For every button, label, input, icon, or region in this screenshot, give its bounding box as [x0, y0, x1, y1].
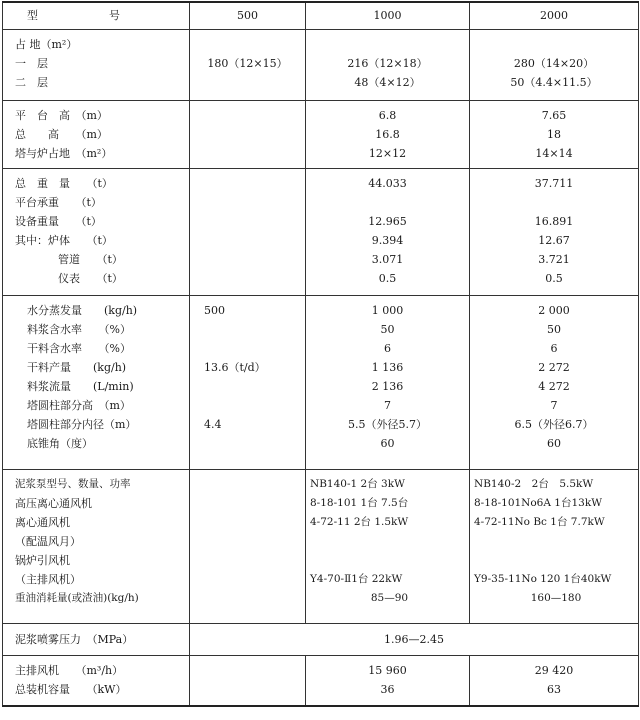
area-1000-v1: 216（12×18）	[347, 57, 428, 70]
weight-1000-v2: 12.965	[368, 215, 407, 228]
process-label-slurry-moisture: 料浆含水率 （%）	[27, 323, 131, 336]
weight-label-total: 总 重 量 （t）	[15, 177, 113, 190]
area-500	[190, 30, 306, 101]
process-2000-v3: 2 272	[538, 361, 570, 374]
weight-2000-v1	[470, 193, 638, 212]
height-label-total: 总 高 （m）	[15, 128, 108, 141]
equipment-1000	[306, 470, 470, 624]
area-2000	[470, 30, 639, 101]
equipment-500-v0	[190, 475, 305, 494]
process-label-evaporation: 水分蒸发量 (kg/h)	[27, 304, 138, 317]
pressure-value: 1.96—2.45	[384, 633, 444, 646]
process-1000-v1: 50	[380, 323, 395, 336]
process-group	[3, 296, 639, 470]
fan-label-capacity: 总装机容量 （kW）	[15, 683, 127, 696]
process-2000	[470, 296, 639, 470]
process-500-v7	[204, 434, 305, 453]
area-1000-v0	[306, 35, 469, 54]
equipment-label-fan-note: （配温风月）	[15, 535, 81, 548]
area-2000-v2: 50（4.4×11.5）	[510, 76, 598, 89]
process-2000-v2: 6	[550, 342, 558, 355]
height-group	[3, 101, 639, 169]
equipment-500-v6	[190, 589, 305, 608]
weight-2000-v4: 3.721	[538, 253, 570, 266]
equipment-label-fan: 离心通风机	[15, 516, 70, 529]
pressure-label: 泥浆喷雾压力 （MPa）	[15, 633, 134, 646]
process-500-v0: 500	[204, 304, 225, 317]
equipment-group	[3, 470, 639, 624]
fan-2000-v0: 29 420	[534, 664, 574, 677]
height-500-v2	[190, 144, 305, 163]
equipment-1000-v4	[310, 551, 469, 570]
weight-2000	[470, 169, 639, 296]
header-2000-text: 2000	[540, 9, 568, 22]
weight-group	[3, 169, 639, 296]
equipment-500-v1	[190, 494, 305, 513]
process-1000	[306, 296, 470, 470]
height-label-footprint: 塔与炉占地 （m²）	[15, 147, 113, 160]
equipment-label-pump: 泥浆泵型号、数量、功率	[15, 478, 131, 490]
weight-label-platform: 平台承重 （t）	[15, 196, 102, 209]
weight-label-instruments: 仪表 （t）	[58, 272, 123, 285]
weight-2000-v2: 16.891	[534, 215, 574, 228]
equipment-label-boiler-fan: 锅炉引风机	[15, 554, 70, 567]
process-2000-v0: 2 000	[538, 304, 570, 317]
equipment-1000-v6: 85—90	[370, 592, 409, 604]
height-2000-v0: 7.65	[541, 109, 567, 122]
fan-label-main: 主排风机 （m³/h）	[15, 664, 124, 677]
weight-500-v2	[190, 212, 305, 231]
pressure-row	[3, 624, 639, 656]
height-2000-v1: 18	[547, 128, 561, 141]
fan-1000	[306, 656, 470, 706]
equipment-500-v4	[190, 551, 305, 570]
fan-500-v1	[190, 680, 305, 699]
area-label-floor2: 二 层	[15, 76, 48, 89]
equipment-labels	[3, 470, 190, 624]
equipment-2000-v4	[474, 551, 638, 570]
process-1000-v5: 7	[384, 399, 391, 412]
weight-1000-v0: 44.033	[368, 177, 407, 190]
area-label-total: 占 地（m²）	[15, 38, 78, 51]
height-2000	[470, 101, 639, 169]
equipment-label-hp-fan: 高压离心通风机	[15, 497, 92, 510]
fan-1000-v1: 36	[380, 683, 395, 696]
equipment-500-v2	[190, 513, 305, 532]
header-500-text: 500	[237, 9, 258, 22]
weight-2000-v5: 0.5	[545, 272, 563, 285]
weight-500-v1	[190, 193, 305, 212]
process-500-v6: 4.4	[204, 418, 222, 431]
header-model-cell	[3, 2, 190, 30]
process-1000-v3: 1 136	[371, 361, 404, 374]
equipment-2000-v3	[474, 532, 638, 551]
weight-500-v4	[190, 250, 305, 269]
process-label-cyl-diameter: 塔圆柱部分内径（m）	[27, 418, 137, 431]
height-1000-v1: 16.8	[375, 128, 400, 141]
process-500-v5	[204, 396, 305, 415]
fan-500-v0	[190, 661, 305, 680]
equipment-label-oil: 重油消耗量(或渣油)(kg/h)	[15, 592, 139, 604]
fan-1000-v0: 15 960	[368, 664, 407, 677]
area-2000-v0	[470, 35, 638, 54]
equipment-2000	[470, 470, 639, 624]
process-1000-v2: 6	[384, 342, 391, 355]
height-500-v1	[190, 125, 305, 144]
table-header-row	[3, 2, 639, 30]
equipment-label-main-fan-note: （主排风机）	[15, 573, 81, 586]
weight-500-v0	[190, 174, 305, 193]
equipment-2000-v5: Y9-35-11No 120 1台40kW	[474, 573, 612, 585]
process-2000-v4: 4 272	[538, 380, 570, 393]
height-1000-v2: 12×12	[368, 147, 407, 160]
pressure-label-cell	[3, 624, 190, 656]
fan-2000-v1: 63	[547, 683, 561, 696]
area-500-v0	[190, 35, 305, 54]
process-label-dry-output: 干料产量 (kg/h)	[27, 361, 127, 374]
fan-group	[3, 656, 639, 706]
process-label-cyl-height: 塔圆柱部分高 （m）	[27, 399, 131, 412]
process-2000-v1: 50	[547, 323, 561, 336]
equipment-2000-v1: 8-18-101No6A 1台13kW	[474, 497, 602, 509]
height-1000	[306, 101, 470, 169]
weight-1000-v3: 9.394	[371, 234, 404, 247]
process-label-cone-angle: 底锥角（度）	[27, 437, 93, 450]
fan-500	[190, 656, 306, 706]
equipment-1000-v2: 4-72-11 2台 1.5kW	[310, 516, 409, 528]
weight-1000-v5: 0.5	[378, 272, 397, 285]
weight-500-v3	[190, 231, 305, 250]
header-model-char1: 型	[27, 9, 38, 22]
process-1000-v0: 1 000	[371, 304, 404, 317]
equipment-2000-v0: NB140-2 2台 5.5kW	[474, 478, 594, 490]
process-1000-v7: 60	[380, 437, 395, 450]
area-labels	[3, 30, 190, 101]
weight-labels	[3, 169, 190, 296]
process-500-v2	[204, 339, 305, 358]
process-1000-v4: 2 136	[371, 380, 404, 393]
header-model-char2: 号	[109, 9, 120, 22]
equipment-1000-v3	[310, 532, 469, 551]
area-500-v1: 180（12×15）	[207, 57, 288, 70]
equipment-500	[190, 470, 306, 624]
process-label-slurry-flow: 料浆流量 (L/min)	[27, 380, 134, 393]
height-2000-v2: 14×14	[535, 147, 573, 160]
process-2000-v5: 7	[550, 399, 558, 412]
process-labels	[3, 296, 190, 470]
equipment-1000-v0: NB140-1 2台 3kW	[310, 478, 405, 490]
height-1000-v0: 6.8	[378, 109, 397, 122]
equipment-2000-v6: 160—180	[530, 592, 582, 604]
fan-labels	[3, 656, 190, 706]
weight-label-pipes: 管道 （t）	[58, 253, 123, 266]
area-1000	[306, 30, 470, 101]
process-500	[190, 296, 306, 470]
height-500	[190, 101, 306, 169]
pressure-value-cell	[190, 624, 639, 656]
area-500-v2	[190, 73, 305, 92]
height-500-v0	[190, 106, 305, 125]
process-1000-v6: 5.5（外径5.7）	[348, 418, 427, 431]
header-1000	[306, 2, 470, 30]
process-2000-v7: 60	[547, 437, 561, 450]
equipment-500-v3	[190, 532, 305, 551]
weight-label-furnace: 其中：炉体 （t）	[15, 234, 113, 247]
height-label-platform: 平 台 高 （m）	[15, 109, 108, 122]
weight-500	[190, 169, 306, 296]
process-label-dry-moisture: 干料含水率 （%）	[27, 342, 131, 355]
process-500-v3: 13.6（t/d）	[204, 361, 266, 374]
weight-2000-v3: 12.67	[538, 234, 570, 247]
area-1000-v2: 48（4×12）	[354, 76, 421, 89]
equipment-1000-v5: Y4-70-Ⅱ1台 22kW	[310, 573, 403, 585]
equipment-500-v5	[190, 570, 305, 589]
process-2000-v6: 6.5（外径6.7）	[514, 418, 594, 431]
spray-dryer-spec-table	[2, 1, 639, 707]
process-500-v1	[204, 320, 305, 339]
header-2000	[470, 2, 639, 30]
area-2000-v1: 280（14×20）	[513, 57, 595, 70]
equipment-1000-v1: 8-18-101 1台 7.5台	[310, 497, 409, 509]
header-500	[190, 2, 306, 30]
header-1000-text: 1000	[373, 9, 402, 22]
weight-2000-v0: 37.711	[534, 177, 574, 190]
equipment-2000-v2: 4-72-11No Bc 1台 7.7kW	[474, 516, 605, 528]
weight-1000-v4: 3.071	[371, 253, 404, 266]
height-labels	[3, 101, 190, 169]
weight-500-v5	[190, 269, 305, 288]
weight-1000	[306, 169, 470, 296]
weight-label-equipment: 设备重量 （t）	[15, 215, 102, 228]
area-group	[3, 30, 639, 101]
process-500-v4	[204, 377, 305, 396]
fan-2000	[470, 656, 639, 706]
area-label-floor1: 一 层	[15, 57, 48, 70]
weight-1000-v1	[306, 193, 469, 212]
